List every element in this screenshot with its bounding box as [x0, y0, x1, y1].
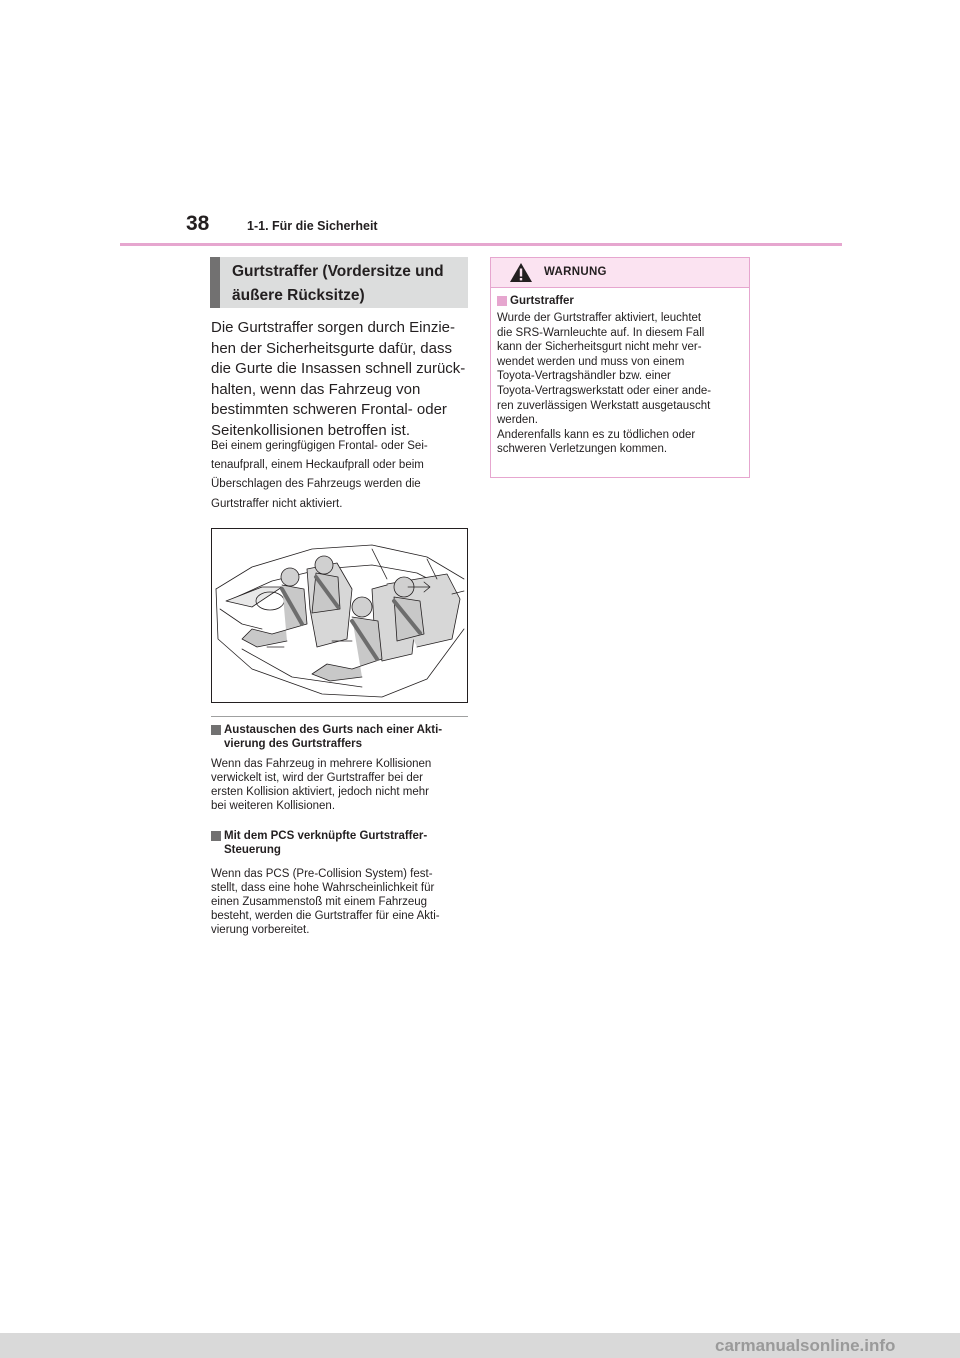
footer-bar: [0, 1333, 960, 1358]
section-heading: [210, 257, 468, 308]
note-line: Überschlagen des Fahrzeugs werden die: [211, 478, 421, 491]
watermark-text: carmanualsonline.info: [715, 1336, 896, 1355]
warning-triangle-icon: [509, 262, 533, 283]
subsection-body-pcs: [211, 867, 440, 937]
note-line: tenaufprall, einem Heckaufprall oder beim: [211, 459, 424, 472]
lead-line: Die Gurtstraffer sorgen durch Einzie-: [211, 319, 455, 336]
body-line: einen Zusammenstoß mit einem Fahrzeug: [211, 896, 428, 908]
warning-line: ren zuverlässigen Werkstatt ausgetauscht: [497, 399, 711, 412]
note-line: Bei einem geringfügigen Frontal- oder Sei-: [211, 440, 428, 452]
warning-subtitle: [497, 294, 574, 308]
warning-line: die SRS-Warnleuchte auf. In diesem Fall: [497, 326, 705, 339]
warning-label: WARNUNG: [544, 266, 607, 278]
section-separator: [211, 716, 468, 717]
section-title: 1-1. Für die Sicherheit: [247, 219, 378, 233]
warning-box: [490, 257, 750, 478]
car-interior-drawing: [212, 529, 467, 702]
subsection-body-replacement: [211, 757, 431, 813]
subsection-title-line: Austauschen des Gurts nach einer Akti-: [224, 724, 443, 736]
lead-line: bestimmten schweren Frontal- oder: [211, 401, 447, 418]
heading-line: Gurtstraffer (Vordersitze und: [232, 263, 444, 280]
warning-line: kann der Sicherheitsgurt nicht mehr ver-: [497, 341, 702, 354]
lead-paragraph: [211, 318, 469, 441]
body-line: besteht, werden die Gurtstraffer für eine Akti-: [211, 910, 440, 922]
subsection-heading-replacement: [211, 723, 442, 751]
lead-line: halten, wenn das Fahrzeug von: [211, 380, 421, 398]
body-line: verwickelt ist, wird der Gurtstraffer bei der: [211, 772, 423, 784]
warning-subtitle-text: Gurtstraffer: [510, 295, 574, 307]
body-line: ersten Kollision aktiviert, jedoch nicht mehr: [211, 786, 429, 798]
header-rule: [120, 243, 842, 246]
body-line: bei weiteren Kollisionen.: [211, 800, 336, 812]
page-number: 38: [186, 212, 210, 235]
warning-line: wendet werden und muss von einem: [497, 355, 685, 368]
body-line: stellt, dass eine hohe Wahrscheinlichkeit für: [211, 882, 435, 894]
lead-line: hen der Sicherheitsgurte dafür, dass: [211, 339, 452, 357]
warning-line: Toyota-Vertragshändler bzw. einer: [497, 370, 671, 383]
subsection-title-line: Mit dem PCS verknüpfte Gurtstraffer-: [224, 830, 428, 842]
note-paragraph: [211, 437, 469, 514]
body-line: vierung vorbereitet.: [211, 924, 310, 936]
square-bullet-icon: [211, 831, 221, 841]
warning-line: Wurde der Gurtstraffer aktiviert, leuchtet: [497, 312, 702, 324]
square-bullet-icon: [497, 296, 507, 306]
lead-line: Seitenkollisionen betroffen ist.: [211, 421, 411, 439]
body-line: Wenn das PCS (Pre-Collision System) fest-: [211, 868, 433, 880]
warning-line: werden.: [497, 414, 538, 427]
lead-line: die Gurte die Insassen schnell zurück-: [211, 360, 466, 377]
warning-header: [491, 258, 749, 288]
square-bullet-icon: [211, 725, 221, 735]
warning-line: schweren Verletzungen kommen.: [497, 443, 668, 456]
heading-line: äußere Rücksitze): [232, 287, 365, 304]
warning-line: Anderenfalls kann es zu tödlichen oder: [497, 428, 696, 441]
subsection-heading-pcs: [211, 829, 427, 857]
subsection-title-line: Steuerung: [224, 844, 281, 856]
subsection-title-line: vierung des Gurtstraffers: [224, 738, 363, 750]
note-line: Gurtstraffer nicht aktiviert.: [211, 497, 343, 510]
body-line: Wenn das Fahrzeug in mehrere Kollisionen: [211, 758, 432, 770]
warning-body: [497, 311, 711, 457]
seatbelt-illustration: [211, 528, 468, 703]
warning-line: Toyota-Vertragswerkstatt oder einer ande-: [497, 384, 712, 397]
